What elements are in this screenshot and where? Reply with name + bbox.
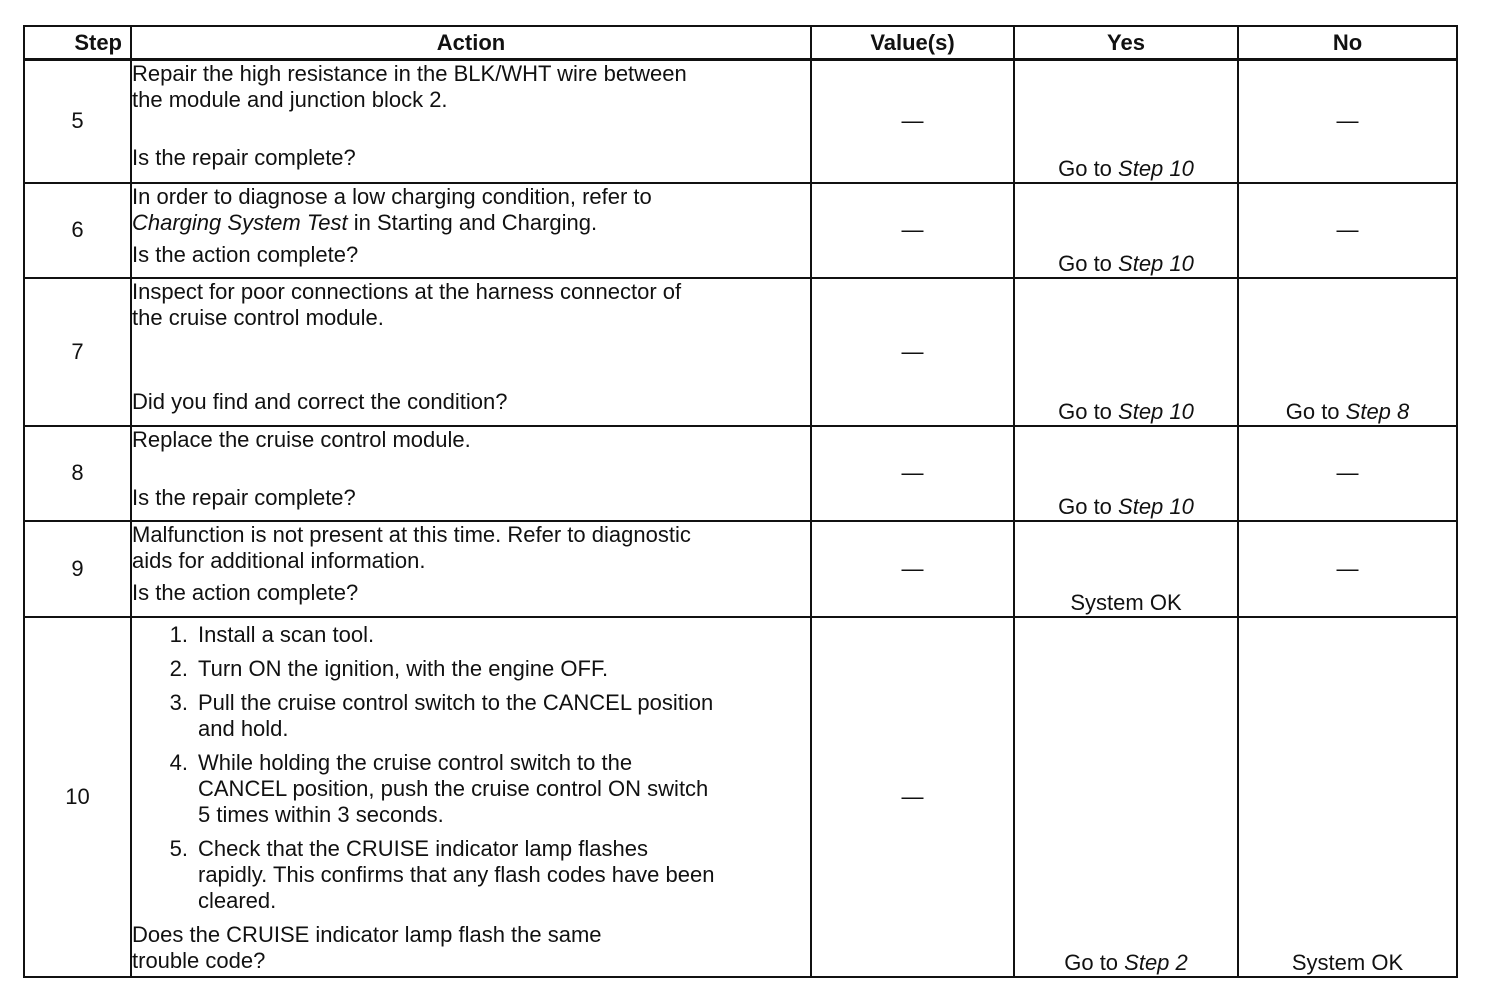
- list-text: and hold.: [198, 715, 289, 741]
- action-line: aids for additional information.: [132, 547, 426, 573]
- no-cell: —: [1238, 521, 1457, 617]
- table-row-step-9: [24, 521, 1457, 617]
- yes-cell: [1014, 617, 1238, 977]
- step-number: 9: [24, 521, 131, 617]
- list-number: 4.: [169, 749, 188, 775]
- list-text: Check that the CRUISE indicator lamp flashes: [198, 835, 648, 861]
- action-line: Inspect for poor connections at the harness connector of: [132, 278, 682, 304]
- yes-prefix: Go to: [1058, 493, 1119, 519]
- no-cell: —: [1238, 60, 1457, 183]
- action-cell: [131, 617, 811, 977]
- yes-prefix: Go to: [1058, 155, 1119, 181]
- action-line: Replace the cruise control module.: [132, 426, 471, 452]
- value-cell: —: [811, 183, 1014, 278]
- list-item: [132, 836, 810, 914]
- header-row: [24, 26, 1457, 60]
- list-text: Pull the cruise control switch to the CANCEL position: [198, 689, 714, 715]
- list-number: 1.: [169, 621, 188, 647]
- header-yes: Yes: [1014, 26, 1238, 60]
- list-text: While holding the cruise control switch to the: [198, 749, 633, 775]
- yes-step-ref: Step 10: [1118, 250, 1194, 276]
- action-cell: [131, 183, 811, 278]
- list-text: 5 times within 3 seconds.: [198, 801, 444, 827]
- step-number: 10: [24, 617, 131, 977]
- list-number: 2.: [169, 655, 188, 681]
- question-text: Did you find and correct the condition?: [132, 388, 508, 414]
- action-line: Malfunction is not present at this time. Refer to diagnostic: [132, 521, 691, 547]
- header-no: No: [1238, 26, 1457, 60]
- no-cell: System OK: [1238, 617, 1457, 977]
- action-cell: [131, 426, 811, 521]
- diagnostic-table: [23, 25, 1458, 978]
- table-row-step-6: [24, 183, 1457, 278]
- list-text: CANCEL position, push the cruise control ON switch: [198, 775, 709, 801]
- yes-cell: [1014, 60, 1238, 183]
- list-number: 5.: [169, 835, 188, 861]
- value-cell: —: [811, 278, 1014, 426]
- table-row-step-10: [24, 617, 1457, 977]
- list-item: [132, 622, 810, 648]
- step-number: 6: [24, 183, 131, 278]
- question-text: Is the action complete?: [132, 241, 359, 267]
- list-item: [132, 750, 810, 828]
- action-line: the module and junction block 2.: [132, 87, 448, 112]
- no-cell: —: [1238, 426, 1457, 521]
- table-row-step-8: [24, 426, 1457, 521]
- yes-cell: [1014, 426, 1238, 521]
- reference-suffix: in Starting and Charging.: [347, 209, 598, 235]
- action-line: Repair the high resistance in the BLK/WHT wire between: [132, 61, 687, 86]
- list-text: cleared.: [198, 887, 277, 913]
- step-number: 7: [24, 278, 131, 426]
- no-prefix: Go to: [1285, 398, 1346, 424]
- value-cell: —: [811, 60, 1014, 183]
- yes-prefix: Go to: [1058, 250, 1119, 276]
- yes-cell: [1014, 183, 1238, 278]
- question-text: Is the repair complete?: [132, 484, 356, 510]
- value-cell: —: [811, 521, 1014, 617]
- action-line: In order to diagnose a low charging condition, refer to: [132, 183, 652, 209]
- value-cell: —: [811, 426, 1014, 521]
- list-item: [132, 690, 810, 742]
- action-line: [132, 210, 810, 236]
- header-action: Action: [131, 26, 811, 60]
- no-cell: —: [1238, 183, 1457, 278]
- yes-step-ref: Step 10: [1118, 155, 1194, 181]
- reference-link: Charging System Test: [132, 209, 348, 235]
- action-cell: [131, 60, 811, 183]
- yes-step-ref: Step 10: [1118, 398, 1194, 424]
- step-number: 8: [24, 426, 131, 521]
- action-cell: [131, 278, 811, 426]
- no-step-ref: Step 8: [1345, 398, 1410, 424]
- list-text: rapidly. This confirms that any flash codes have been: [198, 861, 715, 887]
- table-row-step-5: [24, 60, 1457, 183]
- question-text: trouble code?: [132, 947, 266, 973]
- action-line: the cruise control module.: [132, 304, 384, 330]
- yes-prefix: Go to: [1058, 398, 1119, 424]
- no-cell: [1238, 278, 1457, 426]
- table-row-step-7: [24, 278, 1457, 426]
- yes-prefix: Go to: [1064, 949, 1125, 975]
- list-number: 3.: [169, 689, 188, 715]
- procedure-list: [132, 622, 810, 914]
- yes-step-ref: Step 2: [1124, 949, 1188, 975]
- list-item: [132, 656, 810, 682]
- header-step: Step: [24, 26, 131, 60]
- header-values: Value(s): [811, 26, 1014, 60]
- yes-cell: System OK: [1014, 521, 1238, 617]
- step-number: 5: [24, 60, 131, 183]
- question-text: Is the action complete?: [132, 579, 359, 605]
- value-cell: —: [811, 617, 1014, 977]
- yes-step-ref: Step 10: [1118, 493, 1194, 519]
- list-text: Install a scan tool.: [198, 621, 375, 647]
- question-text: Does the CRUISE indicator lamp flash the same: [132, 921, 602, 947]
- action-cell: [131, 521, 811, 617]
- yes-cell: [1014, 278, 1238, 426]
- question-text: Is the repair complete?: [132, 145, 356, 170]
- list-text: Turn ON the ignition, with the engine OFF.: [198, 655, 609, 681]
